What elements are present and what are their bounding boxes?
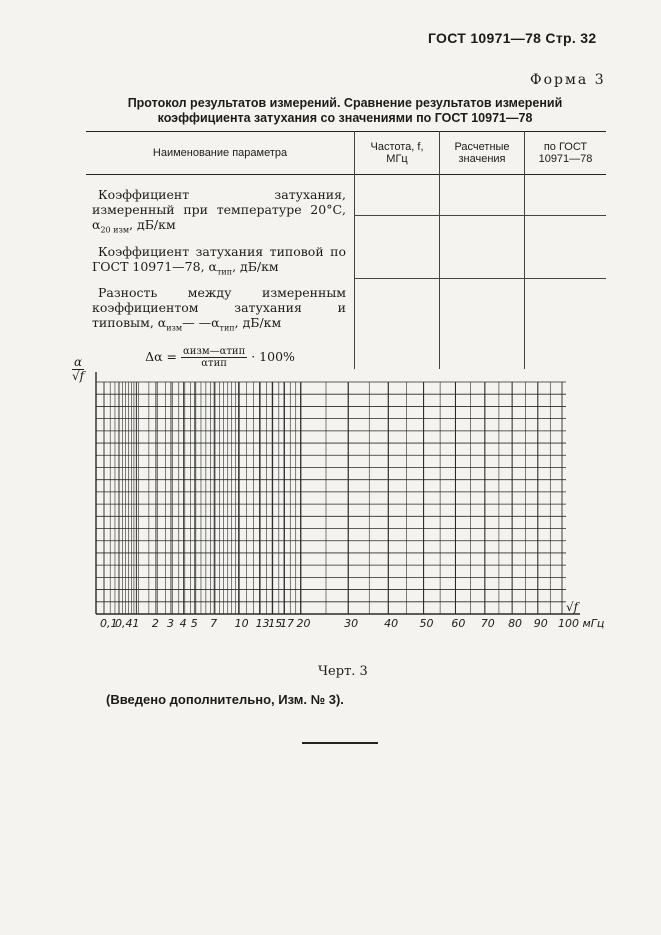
x-tick-label: 30 bbox=[344, 617, 359, 630]
protocol-title-line2: коэффициента затухания со значениями по ГОСТ 10971—78 bbox=[157, 111, 533, 125]
x-tick-label: 70 bbox=[480, 617, 495, 630]
x-tick-label: 7 bbox=[210, 617, 218, 630]
grid-horizontal-lines bbox=[96, 382, 566, 614]
figure-caption: Черт. 3 bbox=[318, 664, 368, 679]
x-tick-label: 13 bbox=[255, 617, 270, 630]
protocol-title-line1: Протокол результатов измерений. Сравнение результатов измерений bbox=[127, 96, 563, 110]
row-typical-param: Коэффициент затухания типовой по ГОСТ 10971—78, $\alpha_{тип}$, дБ/км bbox=[92, 243, 346, 276]
form-label: Форма 3 bbox=[530, 72, 606, 88]
header-calculated: Расчетные значения bbox=[440, 132, 525, 175]
header-gost: по ГОСТ 10971—78 bbox=[525, 132, 607, 175]
x-tick-label: 50 bbox=[419, 617, 434, 630]
x-axis-label: √f bbox=[566, 600, 579, 614]
x-tick-label: 20 bbox=[296, 617, 311, 630]
page-header: ГОСТ 10971—78 Стр. 32 bbox=[428, 30, 597, 46]
header-param: Наименование параметра bbox=[152, 147, 288, 159]
x-tick-label: 10 bbox=[234, 617, 249, 630]
x-tick-label: 15 bbox=[268, 617, 283, 630]
x-tick-label: 17 bbox=[280, 617, 295, 630]
x-tick-label: 80 bbox=[508, 617, 523, 630]
x-tick-label: 60 bbox=[451, 617, 466, 630]
x-tick-label: 40 bbox=[384, 617, 399, 630]
delta-formula: Δα = $\frac{\text{αизм—αтип}}{\text{αтип}}$ · 100% bbox=[145, 345, 295, 369]
x-tick-label: 5 bbox=[190, 617, 198, 630]
row-difference-param: Разность между измеренным коэффициентом затухания и типовым, $\alpha_{изм}—$ $—\alpha_{тип}$, дБ/км Δα = $\frac{\text{αизм—αтип}}{\text{αтип}}$ · 100% bbox=[86, 283, 355, 369]
x-tick-label: 0,1 bbox=[100, 617, 118, 630]
x-tick-label: 3 bbox=[166, 617, 174, 630]
x-tick-label: 90 bbox=[533, 617, 548, 630]
amendment-note: (Введено дополнительно, Изм. № 3). bbox=[106, 692, 344, 707]
x-tick-label: 100 мГц bbox=[558, 617, 605, 630]
end-rule bbox=[302, 742, 378, 744]
grid-vertical-lines bbox=[104, 382, 562, 614]
y-axis-label: α √f bbox=[72, 355, 85, 383]
x-tick-label: 1 bbox=[132, 617, 140, 630]
x-tick-label: 4 bbox=[179, 617, 187, 630]
x-tick-label: 0,4 bbox=[114, 617, 133, 630]
row-measured-param: Коэффициент затухания, измеренный при температуре 20°С, $\alpha_{20 изм}$, дБ/км bbox=[92, 187, 346, 235]
header-frequency: Частота, f, МГц bbox=[355, 132, 440, 175]
x-tick-label: 2 bbox=[151, 617, 159, 630]
